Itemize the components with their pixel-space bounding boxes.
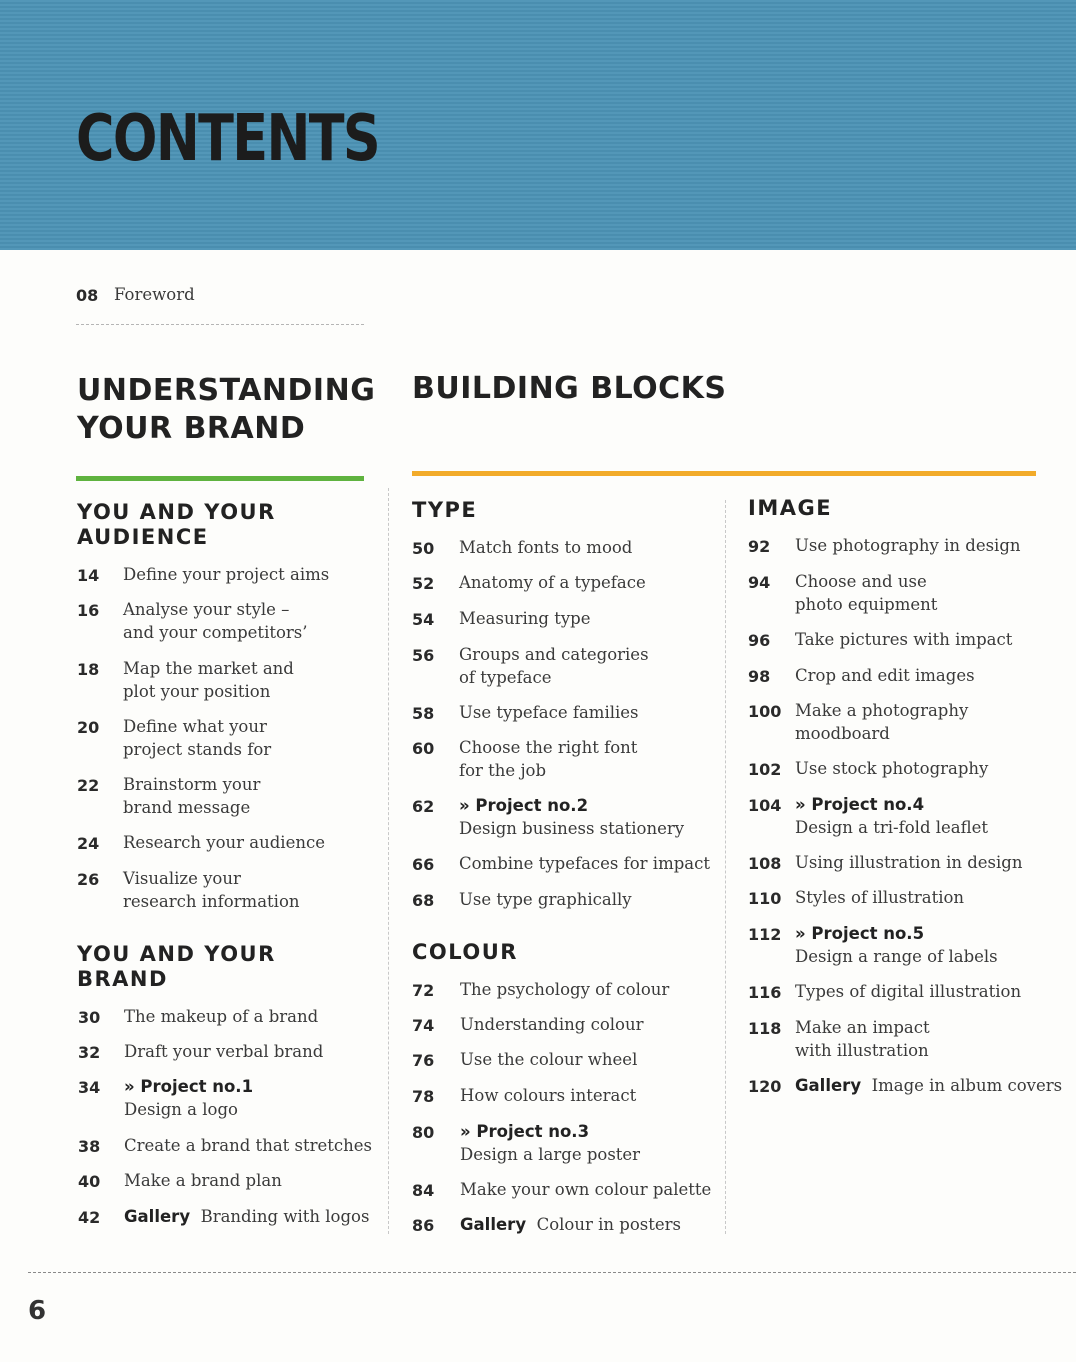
entry-title[interactable] [124, 1075, 253, 1121]
entry-page-number: 98 [748, 667, 771, 686]
footer-divider [28, 1272, 1076, 1273]
entry-title[interactable]: Use typeface families [459, 703, 639, 722]
entry-subtitle: Design a range of labels [795, 947, 998, 966]
entry-title[interactable]: Create a brand that stretches [124, 1136, 373, 1155]
project-label: » Project no.3 [460, 1122, 590, 1141]
entry-page-number: 84 [412, 1181, 435, 1200]
entry-page-number: 116 [748, 983, 782, 1002]
entry-subtitle: Design a large poster [460, 1145, 641, 1164]
entry-page-number: 118 [748, 1019, 782, 1038]
entry-page-number: 22 [77, 776, 100, 795]
entry-page-number: 32 [78, 1043, 101, 1062]
entry-page-number: 108 [748, 854, 782, 873]
entry-page-number: 72 [412, 981, 435, 1000]
column-divider-2 [725, 500, 726, 1234]
entry-title[interactable]: Understanding colour [460, 1015, 644, 1034]
entry-page-number: 30 [78, 1008, 101, 1027]
entry-title[interactable] [795, 1074, 1062, 1097]
foreword-divider [76, 324, 364, 325]
col3-heading-image: IMAGE [748, 496, 833, 520]
entry-page-number: 26 [77, 870, 100, 889]
project-label: » Project no.1 [124, 1077, 254, 1096]
entry-subtitle: Design a tri-fold leaflet [795, 818, 989, 837]
entry-title[interactable]: Use stock photography [795, 759, 989, 778]
entry-page-number: 42 [78, 1208, 101, 1227]
entry-title[interactable]: Define your project aims [123, 565, 330, 584]
project-label: » Project no.4 [795, 795, 925, 814]
entry-page-number: 16 [77, 601, 100, 620]
col2-heading-type: TYPE [412, 498, 478, 522]
entry-page-number: 38 [78, 1137, 101, 1156]
entry-title[interactable] [795, 922, 998, 968]
entry-title[interactable]: How colours interact [460, 1086, 637, 1105]
entry-title[interactable] [124, 1205, 369, 1228]
foreword-label[interactable]: Foreword [114, 285, 195, 304]
entry-page-number: 86 [412, 1216, 435, 1235]
entry-title[interactable]: Use photography in design [795, 536, 1021, 555]
entry-page-number: 54 [412, 610, 435, 629]
entry-page-number: 50 [412, 539, 435, 558]
entry-title[interactable]: Research your audience [123, 833, 325, 852]
entry-title[interactable]: Analyse your style – and your competitors’ [123, 600, 308, 642]
entry-page-number: 60 [412, 739, 435, 758]
column-divider-1 [388, 488, 389, 1234]
entry-title[interactable]: Groups and categories of typeface [459, 645, 649, 687]
entry-page-number: 94 [748, 573, 771, 592]
entry-title[interactable]: Using illustration in design [795, 853, 1023, 872]
section-building-title: BUILDING BLOCKS [412, 371, 727, 406]
entry-title[interactable]: Crop and edit images [795, 666, 975, 685]
entry-title[interactable]: Visualize your research information [123, 869, 300, 911]
entry-title[interactable]: Make a brand plan [124, 1171, 282, 1190]
entry-page-number: 20 [77, 718, 100, 737]
entry-page-number: 112 [748, 925, 782, 944]
header-banner [0, 0, 1076, 250]
entry-page-number: 34 [78, 1078, 101, 1097]
entry-page-number: 40 [78, 1172, 101, 1191]
entry-page-number: 14 [77, 566, 100, 585]
entry-title[interactable]: Measuring type [459, 609, 591, 628]
entry-subtitle: Design business stationery [459, 819, 685, 838]
entry-page-number: 78 [412, 1087, 435, 1106]
entry-title[interactable]: Define what your project stands for [123, 717, 272, 759]
foreword-number: 08 [76, 286, 99, 305]
entry-page-number: 100 [748, 702, 782, 721]
entry-title[interactable]: Types of digital illustration [795, 982, 1022, 1001]
entry-subtitle: Colour in posters [536, 1215, 681, 1234]
entry-page-number: 56 [412, 646, 435, 665]
project-label: » Project no.2 [459, 796, 589, 815]
entry-page-number: 74 [412, 1016, 435, 1035]
col1-heading-audience: YOU AND YOUR AUDIENCE [77, 500, 276, 549]
entry-page-number: 76 [412, 1051, 435, 1070]
entry-page-number: 92 [748, 537, 771, 556]
green-rule [76, 476, 364, 481]
entry-title[interactable] [460, 1120, 640, 1166]
entry-title[interactable]: Choose the right font for the job [459, 738, 638, 780]
entry-page-number: 104 [748, 796, 782, 815]
entry-page-number: 58 [412, 704, 435, 723]
entry-title[interactable]: Styles of illustration [795, 888, 965, 907]
entry-title[interactable]: Choose and use photo equipment [795, 572, 938, 614]
entry-page-number: 18 [77, 660, 100, 679]
entry-title[interactable]: Anatomy of a typeface [459, 573, 646, 592]
gallery-label: Gallery [124, 1207, 191, 1226]
project-label: » Project no.5 [795, 924, 925, 943]
entry-title[interactable]: Make a photography moodboard [795, 701, 969, 743]
entry-page-number: 52 [412, 574, 435, 593]
gallery-label: Gallery [795, 1076, 862, 1095]
entry-page-number: 120 [748, 1077, 782, 1096]
entry-title[interactable] [459, 794, 684, 840]
entry-title[interactable] [460, 1213, 681, 1236]
entry-title[interactable]: Combine typefaces for impact [459, 854, 710, 873]
entry-title[interactable]: Make an impact with illustration [795, 1018, 930, 1060]
entry-title[interactable]: The psychology of colour [460, 980, 670, 999]
entry-page-number: 66 [412, 855, 435, 874]
section-understanding-title: UNDERSTANDING YOUR BRAND [77, 373, 376, 446]
orange-rule [412, 471, 1036, 476]
gallery-label: Gallery [460, 1215, 527, 1234]
page-title: CONTENTS [76, 102, 380, 176]
col2-heading-colour: COLOUR [412, 940, 518, 964]
entry-title[interactable]: Map the market and plot your position [123, 659, 294, 701]
entry-title[interactable]: Brainstorm your brand message [123, 775, 261, 817]
entry-page-number: 102 [748, 760, 782, 779]
entry-subtitle: Design a logo [124, 1100, 238, 1119]
entry-title[interactable] [795, 793, 988, 839]
entry-page-number: 62 [412, 797, 435, 816]
col1-heading-brand: YOU AND YOUR BRAND [77, 942, 276, 991]
entry-title[interactable]: Match fonts to mood [459, 538, 633, 557]
entry-page-number: 110 [748, 889, 782, 908]
entry-title[interactable]: Use type graphically [459, 890, 632, 909]
entry-title[interactable]: Use the colour wheel [460, 1050, 638, 1069]
entry-title[interactable]: Make your own colour palette [460, 1180, 712, 1199]
entry-title[interactable]: Draft your verbal brand [124, 1042, 324, 1061]
entry-title[interactable]: The makeup of a brand [124, 1007, 319, 1026]
entry-page-number: 24 [77, 834, 100, 853]
page-number: 6 [28, 1296, 47, 1326]
entry-page-number: 80 [412, 1123, 435, 1142]
entry-subtitle: Branding with logos [200, 1207, 370, 1226]
entry-page-number: 96 [748, 631, 771, 650]
entry-title[interactable]: Take pictures with impact [795, 630, 1013, 649]
entry-page-number: 68 [412, 891, 435, 910]
entry-subtitle: Image in album covers [871, 1076, 1063, 1095]
